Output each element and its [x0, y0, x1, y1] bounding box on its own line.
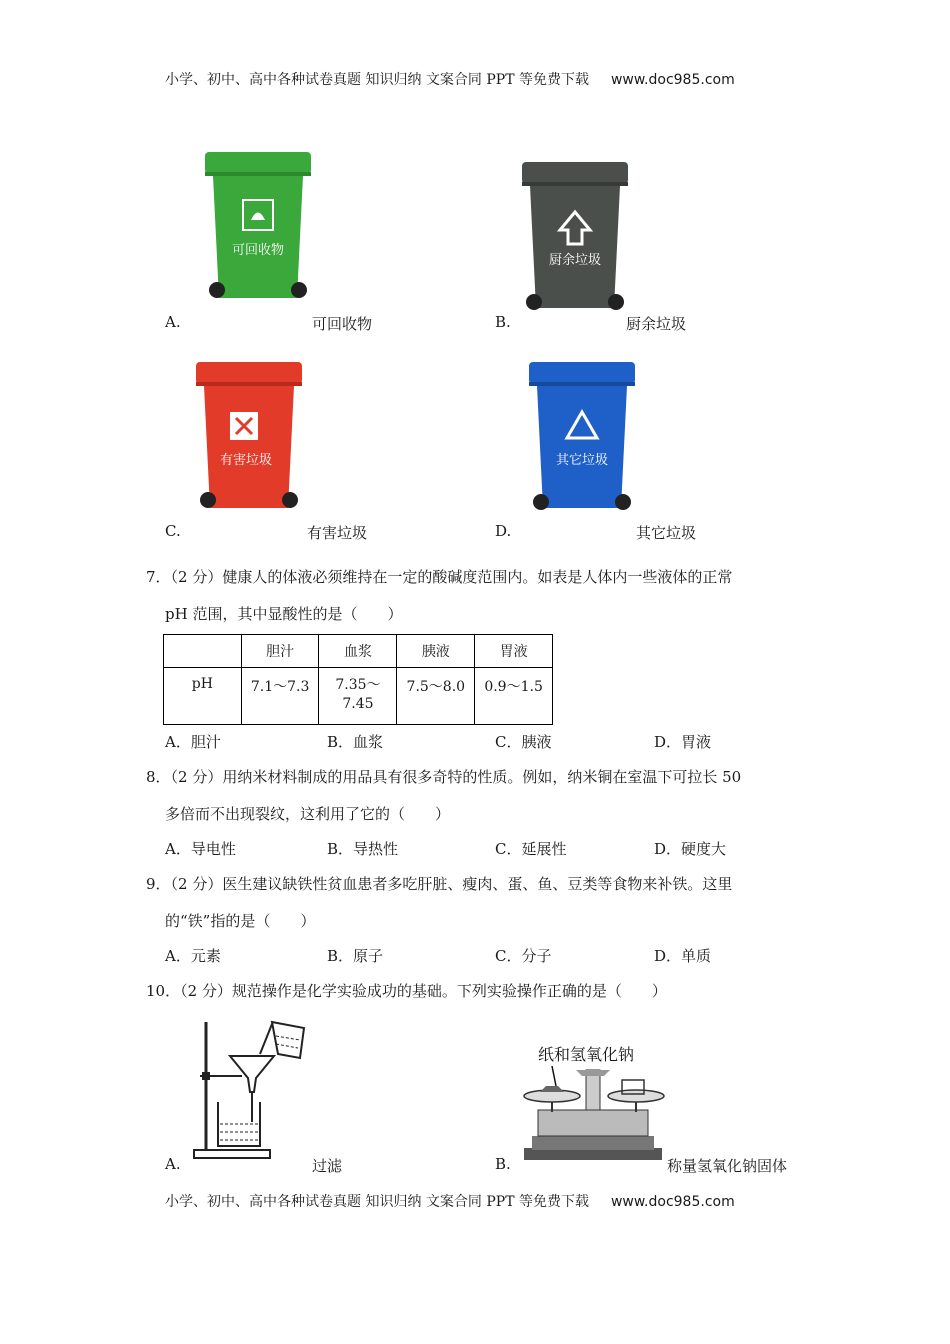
- q10-option-b-caption: 称量氢氧化钠固体: [667, 1157, 788, 1175]
- q6-option-b-letter: B.: [495, 313, 511, 331]
- q7-option-b: B．血浆: [327, 733, 384, 751]
- q6-option-c-letter: C.: [165, 522, 181, 540]
- q8-option-a: A．导电性: [165, 840, 236, 858]
- q8-option-b: B．导热性: [327, 840, 399, 858]
- recyclable-bin-image: [203, 150, 313, 310]
- table-cell: 0.9～1.5: [475, 668, 553, 725]
- table-header-cell: 胃液: [475, 635, 553, 668]
- hazardous-waste-bin-image: [194, 360, 304, 520]
- filtration-figure: [192, 1012, 312, 1160]
- q8-stem-line2: 多倍而不出现裂纹，这利用了它的（ ）: [165, 805, 451, 823]
- kitchen-waste-bin-label: 厨余垃圾: [548, 253, 602, 268]
- table-cell: 7.5～8.0: [397, 668, 475, 725]
- page-footer: [165, 1191, 735, 1211]
- table-row-label: pH: [164, 668, 242, 725]
- q9-option-a: A．元素: [165, 947, 221, 965]
- q7-stem-line2: pH 范围，其中显酸性的是（ ）: [165, 605, 403, 623]
- table-header-cell: [164, 635, 242, 668]
- q6-option-d-caption: 其它垃圾: [636, 524, 697, 542]
- q6-option-a-letter: A.: [165, 313, 181, 331]
- q9-option-b: B．原子: [327, 947, 384, 965]
- q7-option-d: D．胃液: [654, 733, 712, 751]
- balance-figure-label: 纸和氢氧化钠: [537, 1045, 635, 1064]
- header-text: 小学、初中、高中各种试卷真题 知识归纳 文案合同 PPT 等免费下载: [165, 72, 589, 88]
- table-cell: [319, 668, 397, 725]
- ph-table: [163, 634, 553, 725]
- q9-stem-line2: 的“铁”指的是（ ）: [165, 912, 316, 930]
- q8-stem-line1: 8．（2 分）用纳米材料制成的用品具有很多奇特的性质。例如，纳米铜在室温下可拉长 50: [146, 768, 742, 786]
- balance-figure: [518, 1040, 668, 1165]
- q7-option-a: A．胆汁: [165, 733, 221, 751]
- q10-option-b-letter: B.: [495, 1155, 511, 1173]
- footer-text: 小学、初中、高中各种试卷真题 知识归纳 文案合同 PPT 等免费下载: [165, 1194, 589, 1210]
- q8-option-c: C．延展性: [495, 840, 567, 858]
- q9-stem-line1: 9．（2 分）医生建议缺铁性贫血患者多吃肝脏、瘦肉、蛋、鱼、豆类等食物来补铁。这里: [146, 875, 733, 893]
- q10-option-a-letter: A.: [165, 1155, 181, 1173]
- q6-option-c-caption: 有害垃圾: [307, 524, 368, 542]
- table-cell-line: 7.35～: [335, 677, 381, 693]
- ph-table-header-row: [164, 635, 553, 668]
- q6-option-d-letter: D.: [495, 522, 512, 540]
- other-waste-bin-label: 其它垃圾: [555, 453, 609, 468]
- page-header: [165, 69, 735, 89]
- other-waste-bin-image: [527, 360, 637, 520]
- header-url: www.doc985.com: [610, 72, 735, 88]
- q10-option-a-caption: 过滤: [312, 1157, 343, 1175]
- hazardous-waste-bin-label: 有害垃圾: [219, 453, 273, 468]
- table-cell: 7.1～7.3: [241, 668, 319, 725]
- q6-option-b-caption: 厨余垃圾: [626, 315, 687, 333]
- q10-stem-line1: 10．（2 分）规范操作是化学实验成功的基础。下列实验操作正确的是（ ）: [146, 982, 667, 1000]
- table-header-cell: 胆汁: [241, 635, 319, 668]
- q7-stem-line1: 7．（2 分）健康人的体液必须维持在一定的酸碱度范围内。如表是人体内一些液体的正常: [146, 568, 733, 586]
- q6-option-a-caption: 可回收物: [312, 315, 373, 333]
- table-header-cell: 胰液: [397, 635, 475, 668]
- table-cell-line: 7.45: [342, 696, 374, 712]
- q8-option-d: D．硬度大: [654, 840, 727, 858]
- q9-option-d: D．单质: [654, 947, 712, 965]
- table-header-cell: 血浆: [319, 635, 397, 668]
- q9-option-c: C．分子: [495, 947, 552, 965]
- q7-option-c: C．胰液: [495, 733, 552, 751]
- kitchen-waste-bin-image: [520, 160, 630, 320]
- ph-table-row: [164, 668, 553, 725]
- footer-url: www.doc985.com: [610, 1194, 735, 1210]
- recyclable-bin-label: 可回收物: [231, 243, 285, 258]
